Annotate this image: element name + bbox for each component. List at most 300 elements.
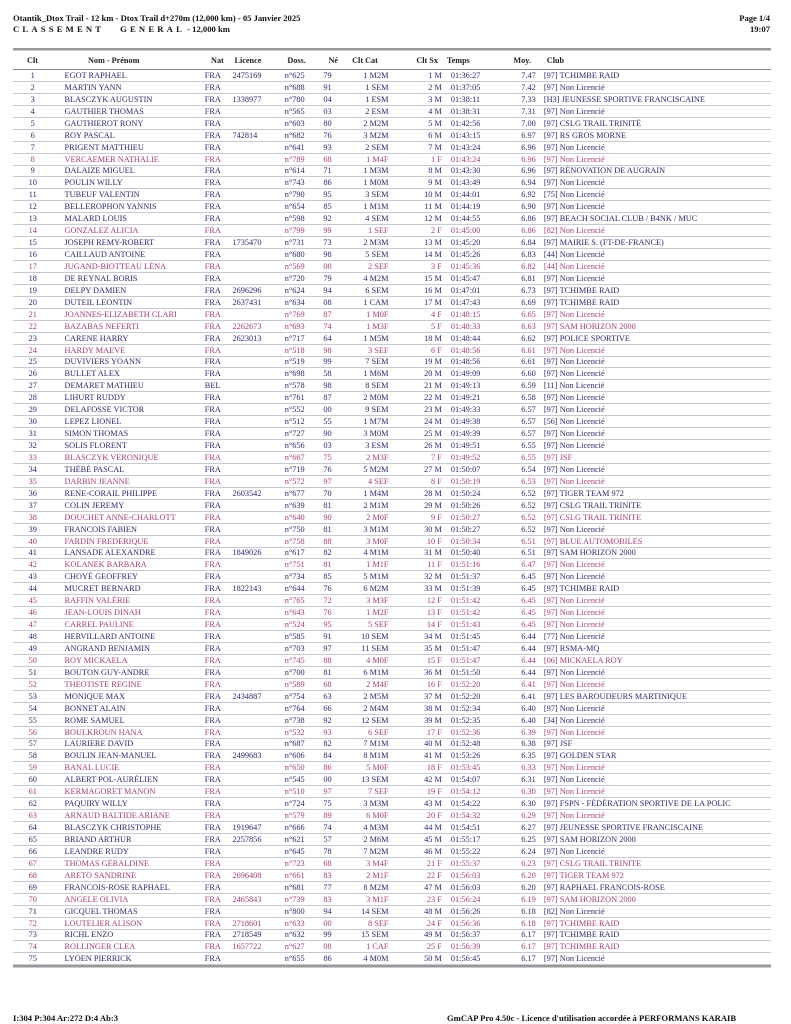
cell-licence: 2603542 <box>232 488 262 498</box>
table-row <box>13 357 771 369</box>
cell-clt-sx: 22 F <box>426 870 442 880</box>
cell-moy: 6.20 <box>521 882 536 892</box>
cell-clt: 74 <box>28 942 37 952</box>
cell-club: [06] MICKAELA ROY <box>543 655 623 665</box>
cell-nat: FRA <box>204 309 221 319</box>
cell-club: [97] BEACH SOCIAL CLUB / B4NK / MUC <box>543 214 698 224</box>
cell-ne: 68 <box>323 858 332 868</box>
cell-moy: 6.40 <box>521 703 536 713</box>
col-clt-cat: Clt Cat <box>352 55 378 65</box>
table-row <box>13 189 771 201</box>
cell-nom: JEAN-LOUIS DINAH <box>64 608 141 618</box>
results-table <box>13 48 771 968</box>
cell-clt-sx: 11 M <box>424 202 442 212</box>
cell-temps: 01:50:40 <box>450 548 481 558</box>
cell-clt-sx: 48 M <box>424 906 442 916</box>
cell-nat: FRA <box>204 488 221 498</box>
cell-temps: 01:49:52 <box>450 452 481 462</box>
cell-doss: n°799 <box>284 226 305 236</box>
cell-club: [44] Non Licencié <box>543 261 605 271</box>
cell-clt-cat: 5 SEM <box>365 250 389 260</box>
cell-clt: 37 <box>28 500 37 510</box>
cell-nom: PAQUIRY WILLY <box>64 799 128 809</box>
cell-clt-sx: 43 M <box>424 799 442 809</box>
cell-nom: BAZABAS NEFERTI <box>64 321 139 331</box>
cell-nat: FRA <box>204 643 221 653</box>
cell-moy: 6.18 <box>521 918 536 928</box>
cell-clt-sx: 21 F <box>426 858 442 868</box>
cell-moy: 6.41 <box>521 679 536 689</box>
cell-temps: 01:49:09 <box>450 369 481 379</box>
cell-ne: 57 <box>323 834 332 844</box>
cell-nom: RAFFIN VALÉRIE <box>64 596 131 606</box>
cell-nom: CARREL PAULINE <box>64 620 134 630</box>
table-row <box>13 440 771 452</box>
cell-clt-cat: 7 M1M <box>363 739 389 749</box>
table-row <box>13 679 771 691</box>
table-row <box>13 595 771 607</box>
cell-clt-sx: 6 M <box>428 130 442 140</box>
cell-nat: FRA <box>204 787 221 797</box>
table-row <box>13 130 771 142</box>
cell-ne: 94 <box>323 906 332 916</box>
cell-clt-sx: 18 F <box>426 763 442 773</box>
cell-doss: n°724 <box>284 799 305 809</box>
cell-nom: ROLLINGER CLEA <box>64 942 136 952</box>
table-row <box>13 404 771 416</box>
cell-clt-cat: 1 M4M <box>363 488 389 498</box>
cell-clt-cat: 6 M0F <box>366 811 389 821</box>
cell-moy: 6.33 <box>521 763 536 773</box>
cell-club: [97] Non Licencié <box>543 369 605 379</box>
cell-clt: 16 <box>28 250 37 260</box>
cell-club: [97] SAM HORIZON 2000 <box>543 548 636 558</box>
cell-club: [97] CSLG TRAIL TRINITE <box>543 858 642 868</box>
cell-clt: 2 <box>30 82 35 92</box>
cell-nom: LAURIERE DAVID <box>64 739 134 749</box>
cell-nat: FRA <box>204 393 221 403</box>
cell-club: [97] Non Licencié <box>543 954 605 964</box>
cell-clt: 29 <box>28 405 37 415</box>
cell-ne: 08 <box>323 942 332 952</box>
software-license: GmCAP Pro 4.50c - Licence d'utilisation accordée à PERFORMANS KARAIB <box>447 1013 737 1023</box>
cell-temps: 01:51:47 <box>450 643 481 653</box>
cell-ne: 74 <box>323 823 332 833</box>
cell-club: [97] RAPHAEL FRANCOIS-ROSE <box>543 882 665 892</box>
cell-temps: 01:50:19 <box>450 476 481 486</box>
cell-nat: FRA <box>204 452 221 462</box>
cell-doss: n°680 <box>284 250 305 260</box>
cell-clt-sx: 45 M <box>424 834 442 844</box>
cell-ne: 78 <box>323 846 332 856</box>
cell-temps: 01:51:42 <box>450 596 481 606</box>
cell-moy: 6.19 <box>521 894 536 904</box>
cell-club: [97] TCHIMBE RAID <box>543 942 620 952</box>
table-row <box>13 882 771 894</box>
cell-licence: 2465843 <box>232 894 262 904</box>
cell-club: [97] Non Licencié <box>543 202 605 212</box>
cell-clt: 3 <box>30 94 35 104</box>
cell-clt-sx: 20 F <box>426 811 442 821</box>
cell-moy: 6.73 <box>521 285 536 295</box>
cell-moy: 6.27 <box>521 823 536 833</box>
cell-licence: 2718549 <box>232 930 262 940</box>
cell-ne: 94 <box>323 285 332 295</box>
cell-clt: 10 <box>28 178 37 188</box>
cell-clt-sx: 10 M <box>424 190 442 200</box>
cell-nat: FRA <box>204 930 221 940</box>
cell-nom: VERCAEMER NATHALIE <box>64 154 159 164</box>
cell-doss: n°565 <box>284 106 305 116</box>
cell-doss: n°643 <box>284 608 305 618</box>
cell-clt-sx: 37 M <box>424 691 442 701</box>
cell-moy: 6.45 <box>521 608 536 618</box>
cell-clt-sx: 13 F <box>426 608 442 618</box>
table-row <box>13 559 771 571</box>
cell-doss: n°545 <box>284 775 305 785</box>
cell-moy: 6.41 <box>521 691 536 701</box>
cell-nat: FRA <box>204 763 221 773</box>
cell-clt-sx: 7 M <box>428 142 442 152</box>
cell-moy: 6.83 <box>521 250 536 260</box>
cell-clt: 23 <box>28 333 37 343</box>
cell-clt: 26 <box>28 369 37 379</box>
cell-nat: FRA <box>204 870 221 880</box>
cell-moy: 6.57 <box>521 429 536 439</box>
cell-nom: FARDIN FREDERIQUE <box>64 536 149 546</box>
cell-club: [97] Non Licencié <box>543 393 605 403</box>
cell-clt: 22 <box>28 321 37 331</box>
cell-clt: 54 <box>28 703 37 713</box>
cell-clt-sx: 34 M <box>424 632 442 642</box>
cell-moy: 6.44 <box>521 643 536 653</box>
cell-doss: n°621 <box>284 834 305 844</box>
cell-clt-cat: 4 M0F <box>366 655 389 665</box>
cell-ne: 95 <box>323 620 332 630</box>
cell-clt-sx: 27 M <box>424 464 442 474</box>
cell-clt-cat: 4 SEF <box>368 476 389 486</box>
cell-nom: TUBEUF VALENTIN <box>64 190 140 200</box>
cell-licence: 2257856 <box>232 834 262 844</box>
cell-nat: FRA <box>204 261 221 271</box>
cell-moy: 6.38 <box>521 739 536 749</box>
table-row <box>13 464 771 476</box>
cell-nat: FRA <box>204 584 221 594</box>
cell-clt: 27 <box>28 381 37 391</box>
cell-temps: 01:44:55 <box>450 214 481 224</box>
cell-clt-cat: 2 M3M <box>363 238 389 248</box>
cell-temps: 01:54:07 <box>450 775 481 785</box>
cell-clt: 39 <box>28 524 37 534</box>
cell-ne: 83 <box>323 894 332 904</box>
cell-licence: 2696296 <box>232 285 262 295</box>
cell-club: [97] Non Licencié <box>543 596 605 606</box>
cell-ne: 83 <box>323 870 332 880</box>
cell-clt-sx: 15 F <box>426 655 442 665</box>
cell-moy: 6.40 <box>521 715 536 725</box>
cell-temps: 01:56:39 <box>450 942 481 952</box>
cell-clt-sx: 26 M <box>424 441 442 451</box>
cell-temps: 01:51:42 <box>450 608 481 618</box>
cell-nom: SOLIS FLORENT <box>64 441 127 451</box>
cell-clt-sx: 4 F <box>431 309 442 319</box>
cell-temps: 01:43:30 <box>450 166 481 176</box>
cell-ne: 89 <box>323 811 332 821</box>
cell-doss: n°734 <box>284 572 305 582</box>
cell-nom: BOUTON GUY-ANDRE <box>64 667 150 677</box>
cell-club: [97] Non Licencié <box>543 82 605 92</box>
cell-ne: 97 <box>323 476 332 486</box>
cell-club: [97] JSF <box>543 452 573 462</box>
cell-ne: 85 <box>323 202 332 212</box>
cell-nat: FRA <box>204 679 221 689</box>
cell-clt-sx: 15 M <box>424 273 442 283</box>
cell-doss: n°764 <box>284 703 305 713</box>
cell-clt-sx: 2 F <box>431 226 442 236</box>
cell-nom: BOULKROUN HANA <box>64 727 143 737</box>
table-row <box>13 70 771 82</box>
cell-clt-sx: 41 M <box>424 751 442 761</box>
cell-nom: BOULIN JEAN-MANUEL <box>64 751 157 761</box>
table-row <box>13 476 771 488</box>
cell-ne: 81 <box>323 500 332 510</box>
cell-temps: 01:49:51 <box>450 441 481 451</box>
cell-clt: 56 <box>28 727 37 737</box>
cell-clt-cat: 2 M0F <box>366 512 389 522</box>
cell-clt-sx: 12 M <box>424 214 442 224</box>
cell-temps: 01:56:45 <box>450 954 481 964</box>
cell-doss: n°614 <box>284 166 305 176</box>
table-row <box>13 930 771 942</box>
cell-ne: 82 <box>323 548 332 558</box>
cell-moy: 6.62 <box>521 333 536 343</box>
cell-doss: n°789 <box>284 154 305 164</box>
cell-nat: FRA <box>204 118 221 128</box>
cell-nom: GONZALEZ ALICIA <box>64 226 139 236</box>
cell-ne: 86 <box>323 178 332 188</box>
cell-club: [97] Non Licencié <box>543 608 605 618</box>
cell-nat: FRA <box>204 417 221 427</box>
cell-moy: 6.17 <box>521 930 536 940</box>
cell-moy: 6.61 <box>521 357 536 367</box>
cell-clt-sx: 29 M <box>424 500 442 510</box>
cell-clt: 57 <box>28 739 37 749</box>
cell-moy: 6.59 <box>521 381 536 391</box>
cell-ne: 76 <box>323 130 332 140</box>
cell-clt-cat: 3 M1F <box>366 894 389 904</box>
cell-temps: 01:45:26 <box>450 250 481 260</box>
cell-moy: 6.45 <box>521 572 536 582</box>
cell-clt-cat: 5 M1M <box>363 572 389 582</box>
cell-clt-sx: 2 M <box>428 82 442 92</box>
table-row <box>13 894 771 906</box>
cell-club: [34] Non Licencié <box>543 715 605 725</box>
cell-temps: 01:56:03 <box>450 882 481 892</box>
cell-nat: FRA <box>204 632 221 642</box>
cell-ne: 93 <box>323 142 332 152</box>
cell-nom: BLASCZYK AUGUSTIN <box>64 94 153 104</box>
cell-club: [97] Non Licencié <box>543 405 605 415</box>
cell-nat: FRA <box>204 715 221 725</box>
cell-nom: LEPEZ LIONEL <box>64 417 122 427</box>
cell-nom: BONNET ALAIN <box>64 703 126 713</box>
cell-doss: n°677 <box>284 488 305 498</box>
table-header <box>13 51 771 69</box>
cell-clt: 32 <box>28 441 37 451</box>
cell-clt-cat: 3 M3M <box>363 799 389 809</box>
cell-nat: FRA <box>204 846 221 856</box>
cell-temps: 01:53:26 <box>450 751 481 761</box>
cell-clt-sx: 14 F <box>426 620 442 630</box>
cell-doss: n°572 <box>284 476 305 486</box>
cell-clt: 49 <box>28 643 37 653</box>
cell-doss: n°603 <box>284 118 305 128</box>
cell-ne: 88 <box>323 536 332 546</box>
cell-temps: 01:53:45 <box>450 763 481 773</box>
cell-moy: 6.51 <box>521 536 536 546</box>
table-row <box>13 703 771 715</box>
cell-clt: 50 <box>28 655 37 665</box>
cell-nat: FRA <box>204 811 221 821</box>
cell-nat: FRA <box>204 799 221 809</box>
cell-clt-cat: 5 M0F <box>366 763 389 773</box>
cell-clt-cat: 2 M6M <box>363 834 389 844</box>
cell-temps: 01:49:21 <box>450 393 481 403</box>
cell-moy: 6.25 <box>521 834 536 844</box>
cell-moy: 6.20 <box>521 870 536 880</box>
cell-nom: CHOYÉ GEOFFREY <box>64 572 139 582</box>
cell-doss: n°667 <box>284 452 305 462</box>
cell-temps: 01:52:36 <box>450 727 481 737</box>
cell-temps: 01:49:13 <box>450 381 481 391</box>
cell-nat: FRA <box>204 739 221 749</box>
cell-club: [97] TIGER TEAM 972 <box>543 870 624 880</box>
cell-nat: FRA <box>204 476 221 486</box>
cell-nom: LEANDRE RUDY <box>64 846 129 856</box>
cell-moy: 6.30 <box>521 799 536 809</box>
cell-temps: 01:54:32 <box>450 811 481 821</box>
cell-nat: FRA <box>204 906 221 916</box>
cell-ne: 00 <box>323 405 332 415</box>
cell-doss: n°518 <box>284 345 305 355</box>
cell-temps: 01:51:50 <box>450 667 481 677</box>
cell-club: [97] Non Licencié <box>543 524 605 534</box>
cell-clt-sx: 10 F <box>426 536 442 546</box>
cell-club: [56] Non Licencié <box>543 417 605 427</box>
cell-nom: DOUCHET ANNE-CHARLOTT <box>64 512 176 522</box>
cell-clt-cat: 1 M0M <box>363 178 389 188</box>
cell-moy: 6.57 <box>521 405 536 415</box>
cell-moy: 6.61 <box>521 345 536 355</box>
cell-clt: 20 <box>28 297 37 307</box>
cell-nom: JOSEPH REMY-ROBERT <box>64 238 155 248</box>
cell-nom: ANGRAND BENJAMIN <box>64 643 151 653</box>
table-body <box>13 70 771 965</box>
cell-clt: 59 <box>28 763 37 773</box>
cell-doss: n°589 <box>284 679 305 689</box>
cell-ne: 70 <box>323 488 332 498</box>
cell-clt-cat: 1 M2F <box>366 608 389 618</box>
cell-clt: 58 <box>28 751 37 761</box>
cell-nom: FRANCOIS-ROSE RAPHAEL <box>64 882 170 892</box>
table-row <box>13 345 771 357</box>
cell-club: [75] Non Licencié <box>543 190 605 200</box>
cell-club: [97] JEUNESSE SPORTIVE FRANCISCAINE <box>543 823 704 833</box>
cell-moy: 6.44 <box>521 667 536 677</box>
cell-nat: FRA <box>204 858 221 868</box>
cell-clt-sx: 32 M <box>424 572 442 582</box>
table-bottom-rule <box>13 965 771 968</box>
cell-nom: MUCRET BERNARD <box>64 584 141 594</box>
cell-clt: 28 <box>28 393 37 403</box>
cell-moy: 6.92 <box>521 190 536 200</box>
cell-licence: 1919647 <box>232 823 262 833</box>
cell-temps: 01:48:33 <box>450 321 481 331</box>
cell-moy: 7.31 <box>521 106 536 116</box>
cell-temps: 01:56:03 <box>450 870 481 880</box>
cell-moy: 6.45 <box>521 584 536 594</box>
cell-nat: FRA <box>204 464 221 474</box>
cell-nat: FRA <box>204 345 221 355</box>
cell-nat: FRA <box>204 405 221 415</box>
cell-moy: 6.52 <box>521 524 536 534</box>
cell-clt: 14 <box>28 226 37 236</box>
table-row <box>13 249 771 261</box>
cell-clt-sx: 25 F <box>426 942 442 952</box>
cell-clt-sx: 42 M <box>424 775 442 785</box>
cell-doss: n°790 <box>284 190 305 200</box>
cell-nat: FRA <box>204 273 221 283</box>
cell-clt-cat: 6 SEM <box>365 285 389 295</box>
cell-moy: 6.86 <box>521 214 536 224</box>
table-row <box>13 536 771 548</box>
table-row <box>13 524 771 536</box>
cell-clt-cat: 2 ESM <box>365 106 389 116</box>
cell-clt-sx: 5 M <box>428 118 442 128</box>
cell-doss: n°703 <box>284 643 305 653</box>
table-row <box>13 631 771 643</box>
subtitle-classement: CLASSEMENT GENERAL <box>13 24 186 34</box>
cell-temps: 01:38:11 <box>450 94 481 104</box>
cell-club: [97] TIGER TEAM 972 <box>543 488 624 498</box>
cell-clt-sx: 3 F <box>431 261 442 271</box>
cell-licence: 2637431 <box>232 297 262 307</box>
cell-nom: THÉBÉ PASCAL <box>64 464 125 474</box>
cell-clt-sx: 17 M <box>424 297 442 307</box>
cell-club: [97] Non Licencié <box>543 476 605 486</box>
cell-nat: FRA <box>204 751 221 761</box>
cell-clt: 63 <box>28 811 37 821</box>
cell-clt-cat: 4 SEM <box>365 214 389 224</box>
cell-ne: 93 <box>323 727 332 737</box>
cell-clt-cat: 3 M3F <box>366 596 389 606</box>
table-row <box>13 106 771 118</box>
cell-doss: n°634 <box>284 297 305 307</box>
cell-clt: 52 <box>28 679 37 689</box>
cell-clt-cat: 3 M1M <box>363 524 389 534</box>
cell-temps: 01:45:47 <box>450 273 481 283</box>
cell-clt: 65 <box>28 834 37 844</box>
cell-temps: 01:48:56 <box>450 357 481 367</box>
cell-clt: 1 <box>30 70 35 80</box>
cell-nom: ARNAUD BALTIDE ARIANE <box>64 811 170 821</box>
cell-ne: 68 <box>323 679 332 689</box>
cell-temps: 01:37:05 <box>450 82 481 92</box>
cell-doss: n°654 <box>284 202 305 212</box>
cell-doss: n°578 <box>284 381 305 391</box>
cell-nat: FRA <box>204 512 221 522</box>
cell-nat: FRA <box>204 572 221 582</box>
